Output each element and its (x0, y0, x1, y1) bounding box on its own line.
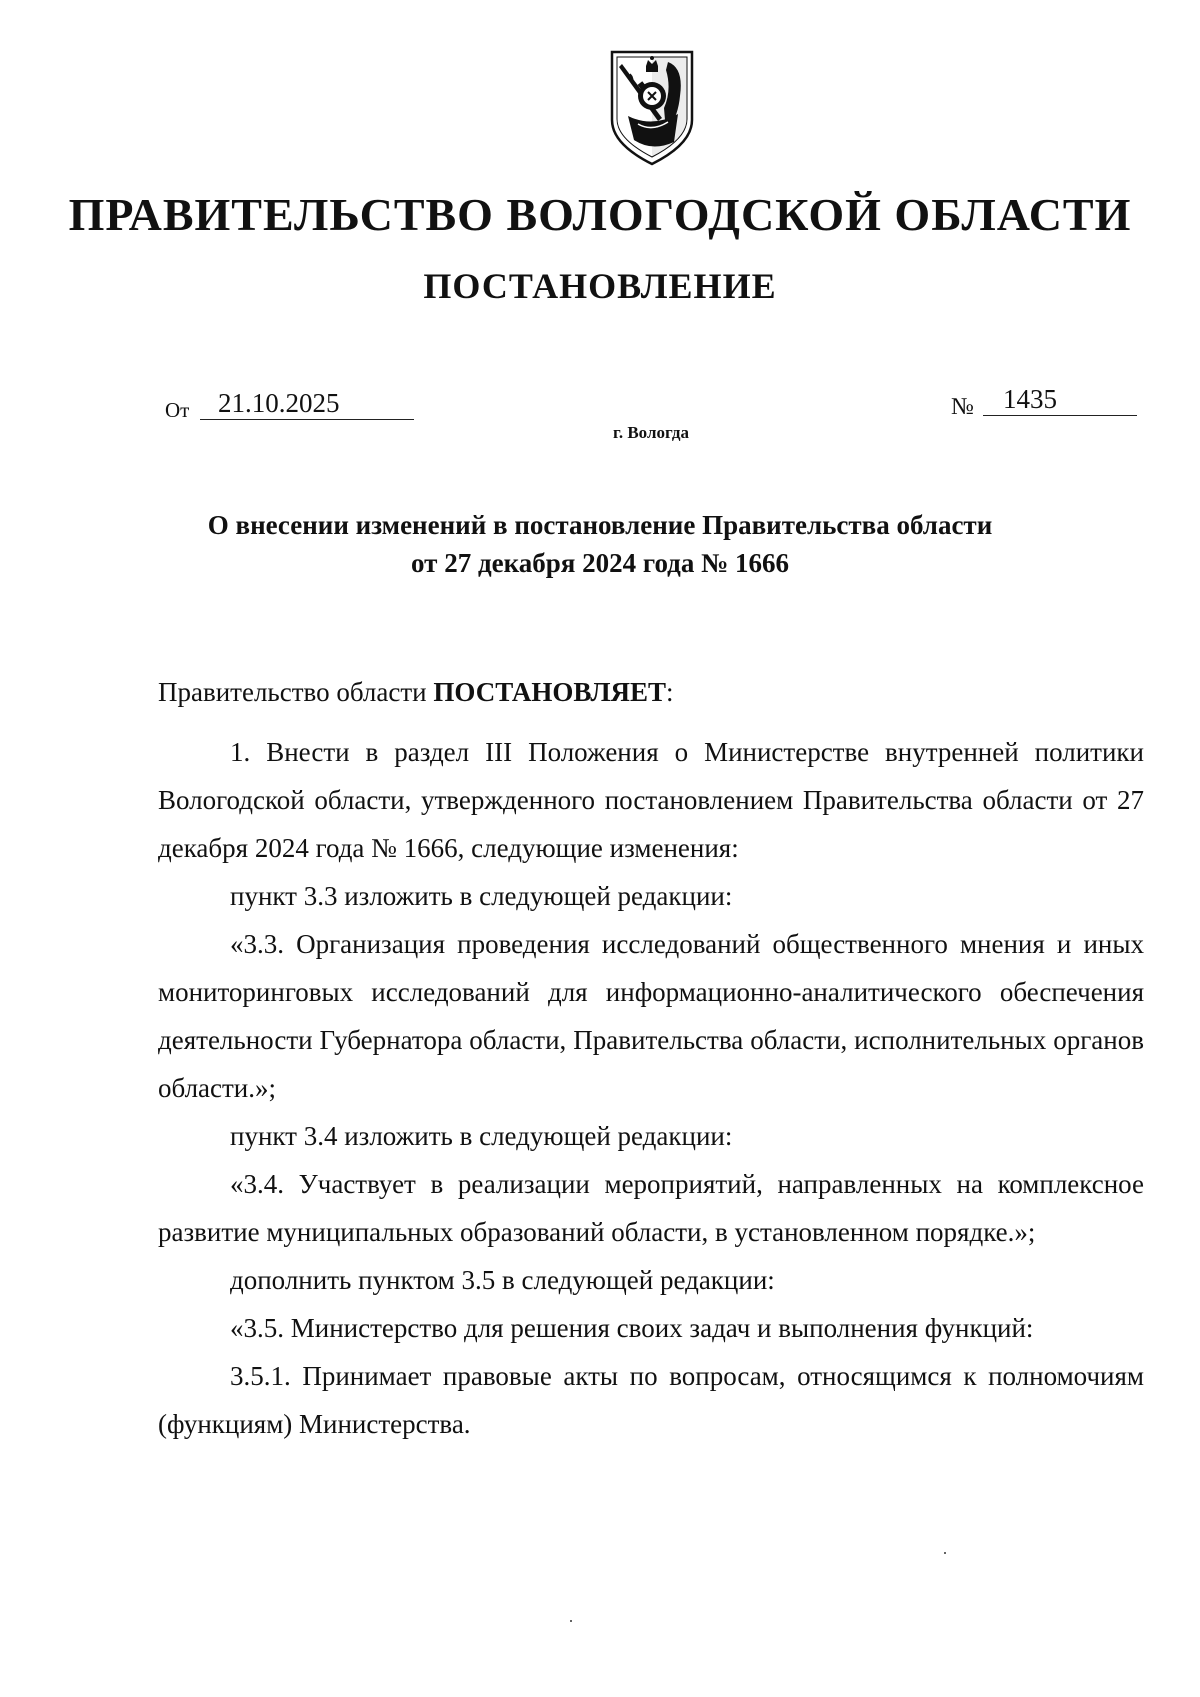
paragraph: «3.4. Участвует в реализации мероприятий, направленных на комплексное развитие муниципальных образований области, в установленном порядке.»; (158, 1169, 1144, 1247)
subject-line-2: от 27 декабря 2024 года № 1666 (411, 548, 789, 578)
scan-speck (570, 1620, 572, 1622)
preamble (158, 668, 1144, 716)
scan-speck (944, 1552, 946, 1554)
document-body (158, 668, 1144, 1448)
paragraph: 3.5.1. Принимает правовые акты по вопросам, относящимся к полномочиям (функциям) Министерства. (158, 1361, 1144, 1439)
number-label: № (951, 394, 974, 420)
coat-of-arms-icon (608, 48, 696, 168)
document-date: 21.10.2025 (200, 388, 414, 420)
paragraph: пункт 3.4 изложить в следующей редакции: (230, 1121, 733, 1151)
organization-title: ПРАВИТЕЛЬСТВО ВОЛОГОДСКОЙ ОБЛАСТИ (68, 189, 1132, 240)
paragraph: дополнить пунктом 3.5 в следующей редакции: (230, 1265, 775, 1295)
preamble-bold: ПОСТАНОВЛЯЕТ (433, 677, 666, 707)
subject-line-1: О внесении изменений в постановление Правительства области (207, 510, 993, 540)
city: г. Вологда (613, 423, 689, 442)
preamble-text: Правительство области (158, 677, 434, 707)
document-type: ПОСТАНОВЛЕНИЕ (423, 266, 777, 306)
paragraph: пункт 3.3 изложить в следующей редакции: (230, 881, 733, 911)
preamble-colon: : (665, 677, 674, 707)
paragraph: «3.3. Организация проведения исследований общественного мнения и иных мониторинговых исследований для информационно-аналитического обеспечения деятельности Губернатора области, Правительства области, исполнительных органов области.»; (158, 929, 1144, 1103)
paragraph: «3.5. Министерство для решения своих задач и выполнения функций: (230, 1313, 1034, 1343)
date-label: От (165, 398, 190, 422)
document-subject (0, 506, 1200, 582)
paragraph: 1. Внести в раздел III Положения о Министерстве внутренней политики Вологодской области, утвержденного постановлением Правительства области от 27 декабря 2024 года № 1666, следующие изменения: (158, 737, 1144, 863)
document-number: 1435 (983, 384, 1137, 416)
